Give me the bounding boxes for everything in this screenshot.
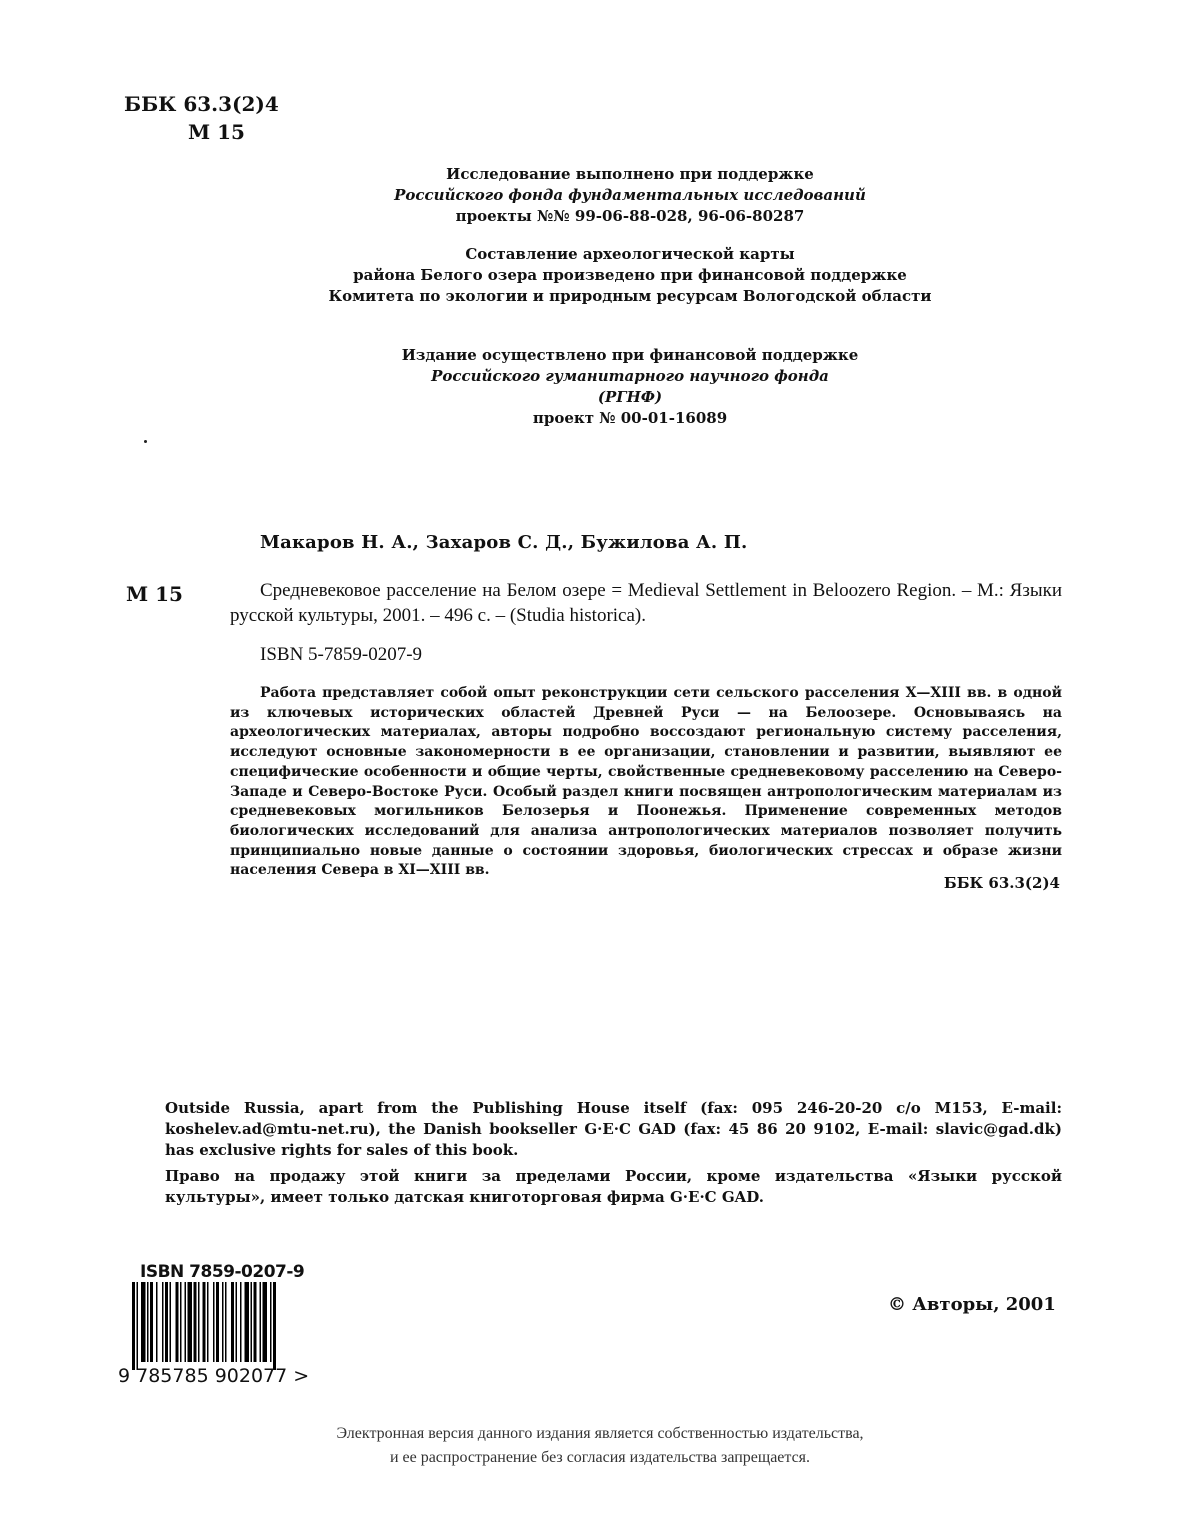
barcode-bar [147,1282,149,1362]
support-projects: проекты №№ 99-06-88-028, 96-06-80287 [455,207,805,225]
barcode-bar [254,1282,257,1362]
barcode-bar [240,1282,242,1362]
barcode-bar [251,1282,253,1362]
barcode-bar [216,1282,219,1362]
barcode-bar [162,1282,164,1362]
catalog-bbk: ББК 63.3(2)4 [943,874,1060,892]
barcode-bar [273,1282,276,1370]
barcode-bar [263,1282,268,1362]
research-support-note [290,164,970,227]
barcode-bar [194,1282,197,1362]
author-mark: М 15 [188,120,245,144]
barcode-bar [185,1282,187,1362]
electronic-edition-notice [250,1422,950,1470]
support-line: Комитета по экологии и природным ресурсам Вологодской области [328,287,932,305]
footer-line: и ее распространение без согласия издательства запрещается. [389,1449,811,1466]
barcode-isbn-label: ISBN 7859-0207-9 [140,1262,305,1282]
barcode-bar [156,1282,158,1362]
support-line: района Белого озера произведено при финансовой поддержке [353,266,907,284]
catalog-abstract: Работа представляет собой опыт реконструкции сети сельского расселения X—XIII вв. в одной из ключевых исторических областей Древней Руси — на Белоозере. Основываясь на археологических материалах, авторы подробно воссоздают региональную систему расселения, исследуют основные закономерности в ее организации, становлении и развитии, выявляют ее специфические особенности и общие черты, свойственные средневековому расселению на Северо-Западе и Северо-Востоке Руси. Особый раздел книги посвящен антропологическим материалам из средневековых могильников Белозерья и Поонежья. Применение современных методов биологических исследований для анализа антропологических материалов позволяет получить принципиально новые данные о состоянии здоровья, биологических стрессах и образе жизни населения Севера в XI—XIII вв. [230,685,1062,879]
barcode-bar [231,1282,234,1362]
sales-rights-english: Outside Russia, apart from the Publishing House itself (fax: 095 246-20-20 c/o M153, E-mail: koshelev.ad@mtu-net.ru), the Danish bookseller G·E·C GAD (fax: 45 86 20 9102, E-mail: slavic@gad.dk) has exclusive rights for sales of this book. [165,1099,1062,1159]
barcode-bar [137,1282,139,1370]
support-project: проект № 00-01-16089 [532,409,728,427]
barcode-bar [236,1282,238,1362]
barcode-bar [188,1282,193,1362]
sales-rights [165,1098,1062,1213]
barcode-bar [198,1282,200,1362]
support-line: Исследование выполнено при поддержке [446,165,814,183]
isbn-barcode [118,1262,328,1392]
barcode-bars [128,1282,338,1372]
barcode-bar [150,1282,153,1362]
support-fund-name: Российского гуманитарного научного фонда [431,367,829,385]
barcode-digits: 9 785785 902077 > [118,1365,310,1387]
catalog-title: Средневековое расселение на Белом озере = Medieval Settlement in Beloozero Region. – М.: Языки русской культуры, 2001. – 496 с. – (Studia historica). [230,580,1062,626]
bbk-index-block [124,90,279,146]
barcode-bar [132,1282,135,1370]
barcode-bar [245,1282,250,1362]
barcode-bar [225,1282,227,1362]
support-fund-name: Российского фонда фундаментальных исследований [394,186,866,204]
barcode-bar [141,1282,146,1362]
publication-support-note [290,345,970,429]
catalog-authors: Макаров Н. А., Захаров С. Д., Бужилова А. П. [260,532,748,553]
catalog-index: М 15 [126,582,183,606]
barcode-bar [203,1282,206,1362]
barcode-bar [260,1282,262,1362]
bbk-code: ББК 63.3(2)4 [124,92,279,116]
barcode-bar [207,1282,209,1362]
map-support-note [290,244,970,307]
catalog-isbn: ISBN 5-7859-0207-9 [260,644,423,665]
sales-rights-russian: Право на продажу этой книги за пределами России, кроме издательства «Языки русской культуры», имеет только датская книготорговая фирма G·E·C GAD. [165,1167,1062,1206]
print-speck [144,440,147,443]
barcode-bar [170,1282,172,1362]
barcode-bar [180,1282,182,1362]
barcode-bar [222,1282,224,1362]
barcode-bar [165,1282,168,1362]
barcode-bar [176,1282,179,1362]
barcode-bar [213,1282,215,1362]
support-line: Издание осуществлено при финансовой поддержке [401,346,859,364]
support-fund-abbr: (РГНФ) [597,388,663,406]
support-line: Составление археологической карты [465,245,795,263]
copyright-notice: © Авторы, 2001 [888,1294,1056,1315]
footer-line: Электронная версия данного издания является собственностью издательства, [336,1425,864,1442]
barcode-bar [270,1282,272,1362]
